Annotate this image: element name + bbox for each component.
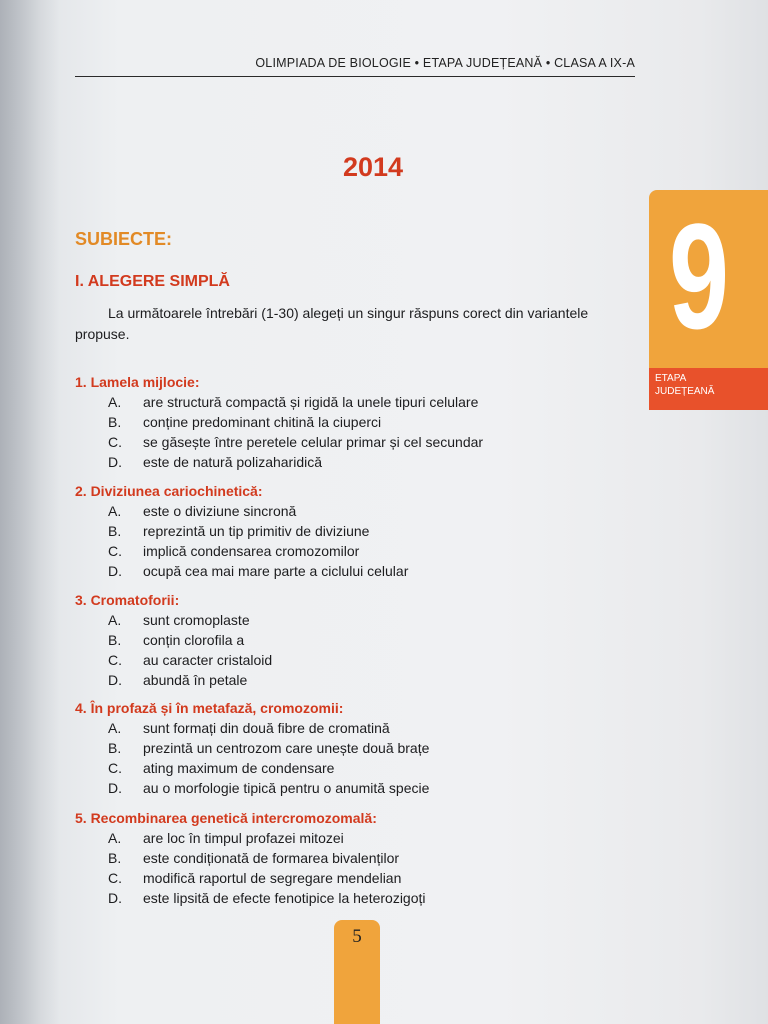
subsection-title: I. ALEGERE SIMPLĂ [75,273,230,290]
option-text: este o diviziune sincronă [143,503,297,519]
option-letter: D. [108,890,122,906]
option-text: este de natură polizaharidică [143,454,323,470]
option-letter: A. [108,503,122,519]
exam-year: 2014 [342,152,404,182]
answer-option [75,521,635,541]
option-text: modifică raportul de segregare mendelian [143,870,402,886]
question-block [75,698,635,798]
option-text: abundă în petale [143,672,248,688]
answer-option [75,718,635,738]
option-text: are structură compactă și rigidă la unele tipuri celulare [143,394,479,410]
chapter-tab [649,190,768,410]
option-text: ocupă cea mai mare parte a ciclului celular [143,563,409,579]
answer-option [75,452,635,472]
question-title: 2. Diviziunea cariochinetică: [75,483,263,499]
option-letter: C. [108,652,122,668]
answer-option [75,848,635,868]
option-letter: A. [108,830,122,846]
option-text: se găsește între peretele celular primar și cel secundar [143,434,484,450]
question-title: 1. Lamela mijlocie: [75,374,200,390]
question-block [75,590,635,690]
option-letter: B. [108,632,122,648]
page-number: 5 [352,926,362,947]
answer-option [75,778,635,798]
option-letter: C. [108,434,122,450]
option-letter: D. [108,672,122,688]
option-text: este condiționată de formarea bivalenților [143,850,400,866]
chapter-label [655,372,714,398]
page-number-tab [334,920,380,1024]
answer-option [75,888,635,908]
question-title: 3. Cromatoforii: [75,592,180,608]
answer-option [75,670,635,690]
question-title: 5. Recombinarea genetică intercromozomală: [75,810,377,826]
chapter-label-line1: ETAPA [655,373,687,384]
option-text: este lipsită de efecte fenotipice la heterozigoți [143,890,426,906]
option-text: reprezintă un tip primitiv de diviziune [143,523,370,539]
option-letter: B. [108,523,122,539]
answer-option [75,650,635,670]
instructions-paragraph: La următoarele întrebări (1-30) alegeți un singur răspuns corect din variantele propuse. [75,305,589,342]
option-letter: A. [108,720,122,736]
question-block [75,481,635,581]
option-letter: C. [108,870,122,886]
running-header [75,56,635,77]
answer-option [75,738,635,758]
chapter-tab-bottom [649,368,768,410]
answer-option [75,561,635,581]
option-text: prezintă un centrozom care unește două brațe [143,740,430,756]
chapter-label-line2: JUDEȚEANĂ [655,386,715,397]
option-text: sunt cromoplaste [143,612,250,628]
option-text: conține predominant chitină la ciuperci [143,414,382,430]
option-letter: D. [108,454,122,470]
answer-option [75,501,635,521]
question-title: 4. În profază și în metafază, cromozomii: [75,700,344,716]
option-text: ating maximum de condensare [143,760,335,776]
option-text: conțin clorofila a [143,632,245,648]
option-letter: B. [108,740,122,756]
option-letter: D. [108,563,122,579]
option-letter: B. [108,414,122,430]
option-text: are loc în timpul profazei mitozei [143,830,344,846]
option-letter: A. [108,612,122,628]
answer-option [75,630,635,650]
option-letter: C. [108,760,122,776]
question-block [75,372,635,472]
answer-option [75,610,635,630]
answer-option [75,432,635,452]
question-block [75,808,635,908]
running-header-text: OLIMPIADA DE BIOLOGIE • ETAPA JUDEȚEANĂ • CLASA A IX-A [255,56,635,70]
option-letter: B. [108,850,122,866]
answer-option [75,541,635,561]
option-letter: C. [108,543,122,559]
option-text: au o morfologie tipică pentru o anumită specie [143,780,430,796]
section-title: SUBIECTE: [75,229,173,249]
option-letter: D. [108,780,122,796]
answer-option [75,412,635,432]
chapter-tab-top [649,190,768,368]
answer-option [75,868,635,888]
answer-option [75,828,635,848]
option-letter: A. [108,394,122,410]
chapter-number: 9 [668,192,730,360]
option-text: implică condensarea cromozomilor [143,543,360,559]
option-text: au caracter cristaloid [143,652,273,668]
answer-option [75,392,635,412]
option-text: sunt formați din două fibre de cromatină [143,720,390,736]
answer-option [75,758,635,778]
